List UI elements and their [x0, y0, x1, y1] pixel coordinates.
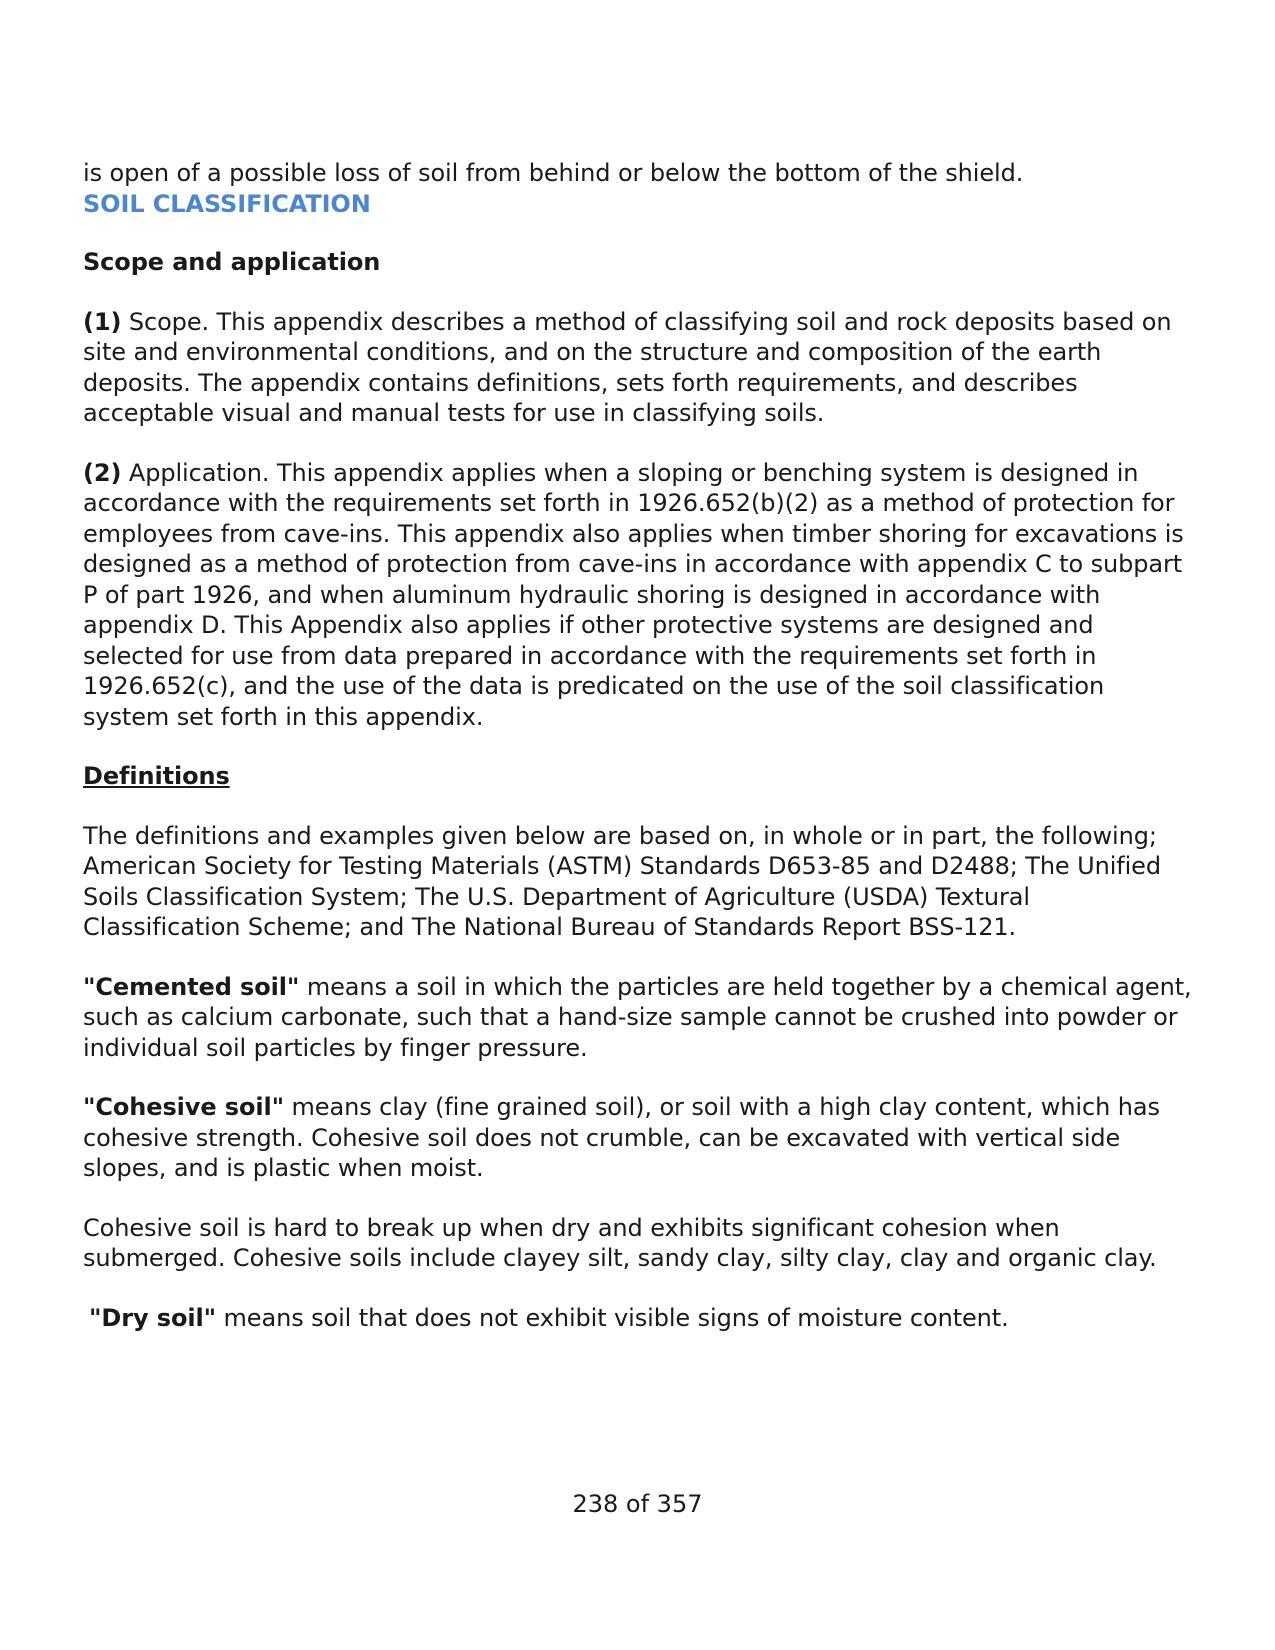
scope-text: Scope. This appendix describes a method of classifying soil and rock deposits based on site and environmental conditions, and on the structure and composition of the earth deposits. The appendix contains definitions, sets forth requirements, and describes acceptable visual and manual tests for use in classifying soils.: [83, 307, 1172, 427]
subheading-scope-application: Scope and application: [83, 248, 381, 276]
application-label: (2): [83, 458, 122, 487]
definitions-heading: Definitions: [83, 762, 230, 790]
term-cemented-soil: "Cemented soil": [83, 972, 300, 1001]
scope-label: (1): [83, 307, 122, 336]
application-text: Application. This appendix applies when a sloping or benching system is designed in accordance with the requirements set forth in 1926.652(b)(2) as a method of protection for employees from cave-ins. This appendix also applies when timber shoring for excavations is designed as a method of protection from cave-ins in accordance with appendix C to subpart P of part 1926, and when aluminum hydraulic shoring is designed in accordance with appendix D. This Appendix also applies if other protective systems are designed and selected for use from data prepared in accordance with the requirements set forth in 1926.652(c), and the use of the data is predicated on the use of the soil classification system set forth in this appendix.: [83, 458, 1184, 731]
application-paragraph: [83, 458, 1193, 733]
term-cohesive-soil: "Cohesive soil": [83, 1093, 284, 1121]
definition-dry-text: means soil that does not exhibit visible signs of moisture content.: [216, 1303, 1009, 1332]
definition-dry-soil: [83, 1303, 1193, 1334]
continuation-paragraph: is open of a possible loss of soil from behind or below the bottom of the shield.: [83, 159, 1024, 187]
definition-cemented-text: means a soil in which the particles are held together by a chemical agent, such as calcium carbonate, such that a hand-size sample cannot be crushed into powder or individual soil particles by finger pressure.: [83, 972, 1192, 1062]
cohesive-soil-extra: Cohesive soil is hard to break up when dry and exhibits significant cohesion when submerged. Cohesive soils include clayey silt, sandy clay, silty clay, clay and organic clay.: [83, 1213, 1157, 1272]
scope-paragraph: [83, 307, 1193, 429]
definition-cohesive-soil: [83, 1092, 1193, 1184]
term-dry-soil: "Dry soil": [89, 1303, 216, 1332]
document-page: [83, 158, 1193, 1362]
page-number: 238 of 357: [572, 1490, 703, 1518]
definition-cemented-soil: [83, 972, 1193, 1064]
definition-cohesive-text: means clay (fine grained soil), or soil with a high clay content, which has cohesive strength. Cohesive soil does not crumble, can be excavated with vertical side slopes, and is plastic when moist.: [83, 1093, 1160, 1182]
definitions-intro: The definitions and examples given below are based on, in whole or in part, the following; American Society for Testing Materials (ASTM) Standards D653-85 and D2488; The Unified Soils Classification System; The U.S. Department of Agriculture (USDA) Textural Classification Scheme; and The National Bureau of Standards Report BSS-121.: [83, 821, 1161, 941]
section-heading: SOIL CLASSIFICATION: [83, 189, 371, 218]
